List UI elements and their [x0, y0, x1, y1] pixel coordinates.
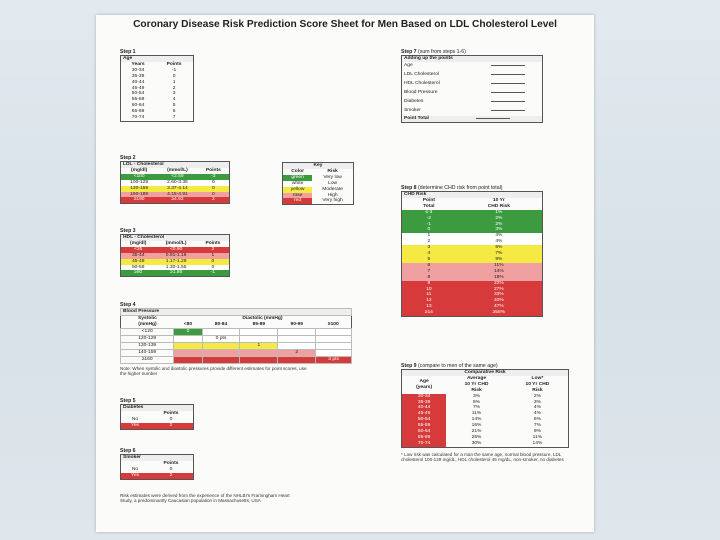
diastolic-col: 85-89 [252, 321, 266, 327]
col-color: Color [291, 168, 304, 174]
sum-item-label: Blood Pressure [404, 90, 438, 96]
step9-section [401, 363, 576, 463]
hdl-mgdl: 35-44 [121, 253, 156, 259]
bp-cell [174, 342, 202, 349]
col-mmol: (mmol/L) [165, 240, 187, 246]
average-risk: 14% [471, 417, 482, 423]
bp-cell [240, 328, 278, 335]
hdl-mmol: ≥1.56 [155, 270, 196, 276]
point-total: 10 [402, 287, 456, 293]
hdl-mgdl: ≥60 [121, 270, 156, 276]
hdl-mgdl: 50-59 [121, 265, 156, 271]
chd-risk: 7% [456, 251, 543, 257]
ldl-mmol: 3.37-4.14 [157, 186, 197, 192]
bp-row [121, 328, 352, 335]
col-points: Points [166, 61, 182, 67]
hdl-mmol: 1.30-1.55 [155, 265, 196, 271]
ldl-points: 0 [198, 186, 230, 192]
bp-row [121, 356, 352, 363]
step7-section [401, 49, 543, 123]
chd-risk: ≥56% [456, 310, 543, 316]
age-range: 30-34 [402, 394, 447, 400]
table-row [121, 115, 194, 121]
point-total: 11 [402, 292, 456, 298]
chd-risk: 1% [456, 210, 543, 216]
col-low [507, 376, 569, 394]
diabetes-table [120, 404, 194, 430]
sum-item-blank [474, 98, 543, 107]
bp-cell [202, 349, 240, 356]
key-risk: Low [328, 180, 338, 186]
point-total: 0 [402, 227, 456, 233]
sum-item-label: Diabetes [404, 99, 424, 105]
average-risk: 5% [472, 399, 481, 405]
sum-item-label: Smoker [404, 108, 421, 114]
age-range: 70-74 [402, 441, 447, 447]
average-risk: 25% [471, 434, 482, 440]
sum-item-blank [474, 89, 543, 98]
score-sheet [96, 15, 594, 532]
low-risk: 11% [532, 434, 543, 440]
footnote: Risk estimates were derived from the experience of the NHLBI's Framingham Heart Study, a predominantly Caucasian population in Massachusetts, USA [120, 493, 290, 504]
col-average [446, 376, 507, 394]
ldl-mmol: <2.59 [157, 174, 197, 180]
col-total: Total [423, 203, 435, 209]
table-row [402, 89, 543, 98]
col-points: Points [163, 460, 179, 466]
bp-cell: 0 [174, 328, 202, 335]
key-table [282, 162, 354, 205]
age-range: 45-49 [402, 411, 447, 417]
bp-cell [174, 356, 202, 363]
key-risk: Moderate [322, 186, 343, 192]
col-points: Points [163, 410, 179, 416]
diastolic-col: <80 [183, 321, 193, 327]
bp-cell [316, 328, 352, 335]
chd-risk: 4% [456, 233, 543, 239]
step2-label: Step 2 [120, 155, 136, 161]
col-avg-l3: Risk [471, 387, 482, 393]
table-row [402, 441, 569, 447]
blank-line [491, 74, 525, 75]
low-risk: 4% [533, 405, 541, 411]
hdl-points: -1 [197, 270, 230, 276]
ldl-table [120, 161, 230, 204]
table-row [402, 62, 543, 71]
point-total-blank [476, 118, 510, 119]
step4-section [120, 302, 352, 377]
table-row [402, 80, 543, 89]
age-table [120, 55, 194, 122]
bp-cell [316, 342, 352, 349]
smoker-status: Yes [121, 473, 150, 479]
systolic-range: 120-129 [121, 335, 174, 342]
point-total: -1 [402, 222, 456, 228]
systolic-range: 140-159 [121, 349, 174, 356]
blank-line [491, 110, 525, 111]
low-risk: 14% [532, 440, 543, 446]
ldl-mgdl: 100-129 [121, 180, 158, 186]
smoker-status: No [131, 466, 139, 472]
key-section [282, 162, 354, 205]
chd-risk: 40% [456, 298, 543, 304]
point-total: 3 [402, 245, 456, 251]
ldl-points: 0 [198, 180, 230, 186]
table-row [121, 197, 230, 203]
hdl-mgdl: 45-49 [121, 259, 156, 265]
smoker-header: Smoker [121, 455, 194, 461]
step1-section [120, 49, 194, 122]
point-total: ≥14 [402, 310, 456, 316]
step9-instruction: (compare to men of the same age) [418, 363, 498, 369]
step9-label: Step 9 [401, 363, 417, 369]
hdl-points: 2 [197, 247, 230, 253]
col-mmol: (mmol/L) [167, 167, 188, 173]
low-risk: 2% [533, 393, 541, 399]
chd-header: CHD Risk [402, 192, 543, 198]
sum-item-blank [474, 71, 543, 80]
step5-label: Step 5 [120, 398, 136, 404]
chd-risk: 2% [456, 222, 543, 228]
age-points: 2 [172, 85, 176, 91]
chd-risk: 14% [456, 269, 543, 275]
ldl-mgdl: 160-189 [121, 192, 158, 198]
age-range: 50-54 [131, 91, 145, 97]
step8-instruction: (determine CHD risk from point total) [418, 185, 503, 191]
table-row [402, 71, 543, 80]
average-risk: 30% [471, 440, 482, 446]
age-range: 55-59 [402, 423, 447, 429]
comparative-header: Comparative Risk [402, 370, 569, 376]
col-chd-risk: CHD Risk [487, 203, 510, 209]
step6-label: Step 6 [120, 448, 136, 454]
hdl-mmol: <0.90 [155, 247, 196, 253]
smoker-table [120, 454, 194, 480]
point-total: 13 [402, 304, 456, 310]
col-risk: Risk [327, 168, 338, 174]
sum-item-label: HDL Cholesterol [404, 81, 440, 87]
age-points: 5 [172, 103, 176, 109]
col-points: Points [205, 240, 221, 246]
key-header: Key [283, 163, 354, 169]
chd-risk: 22% [456, 281, 543, 287]
average-risk: 7% [472, 405, 481, 411]
bp-row [121, 342, 352, 349]
ldl-points: 0 [198, 192, 230, 198]
col-avg-l1: Average [466, 375, 487, 381]
average-risk: 11% [471, 411, 482, 417]
ldl-points: -3 [198, 174, 230, 180]
col-low-l3: Risk [532, 387, 543, 393]
diastolic-col: ≥100 [327, 321, 339, 327]
point-total: 2 [402, 239, 456, 245]
bp-cell [278, 335, 316, 342]
age-range: 35-39 [131, 73, 145, 79]
low-risk: 7% [533, 423, 541, 429]
col-point: Point [422, 197, 435, 203]
point-total: 1 [402, 233, 456, 239]
bp-cell [174, 349, 202, 356]
diastolic-col: 90-99 [290, 321, 303, 327]
col-mgdl: (mg/dl) [130, 167, 148, 173]
systolic-label: Systolic [138, 316, 157, 321]
key-color: red [283, 198, 313, 204]
hdl-mmol: 0.91-1.16 [155, 253, 196, 259]
age-range: 65-69 [402, 435, 447, 441]
bp-cell [202, 342, 240, 349]
step8-label: Step 8 [401, 185, 417, 191]
systolic-range: 130-139 [121, 342, 174, 349]
point-total: 6 [402, 263, 456, 269]
col-age-l1: Age [419, 378, 429, 384]
key-color: yellow [283, 187, 313, 193]
table-row [402, 310, 543, 316]
key-risk: Very low [323, 174, 342, 180]
col-age-l2: (years) [416, 384, 433, 390]
step6-section [120, 448, 194, 480]
point-total: 7 [402, 269, 456, 275]
bp-cell [316, 349, 352, 356]
bp-cell [278, 356, 316, 363]
diabetes-points: 2 [149, 423, 193, 429]
step8-section [401, 185, 543, 317]
table-row [121, 186, 230, 192]
hdl-mmol: 1.17-1.29 [155, 259, 196, 265]
bp-header: Blood Pressure [121, 309, 352, 316]
blank-line [491, 83, 525, 84]
smoker-points: 0 [169, 466, 173, 472]
sheet-title: Coronary Disease Risk Prediction Score Sheet for Men Based on LDL Cholesterol Level [133, 19, 557, 30]
systolic-range: <120 [121, 328, 174, 335]
table-row [402, 107, 543, 116]
chd-risk: 9% [456, 257, 543, 263]
hdl-mgdl: <35 [121, 247, 156, 253]
point-total-label: Point Total [402, 116, 474, 122]
age-points: 6 [172, 109, 176, 115]
point-total: 4 [402, 251, 456, 257]
step7-instruction: (sum from steps 1-6) [418, 49, 466, 55]
bp-cell [240, 349, 278, 356]
chd-risk: 4% [456, 239, 543, 245]
point-total: 8 [402, 275, 456, 281]
point-total: 5 [402, 257, 456, 263]
chd-risk: 18% [456, 275, 543, 281]
age-points: 1 [172, 79, 176, 85]
age-points: 0 [172, 73, 176, 79]
table-row [121, 423, 194, 429]
diabetes-status: No [131, 416, 139, 422]
col-low-l2: 10 Yr CHD [525, 381, 550, 387]
table-row [121, 259, 230, 265]
key-color: white [283, 181, 313, 187]
sum-header: Adding up the points [402, 56, 543, 62]
diabetes-header: Diabetes [121, 405, 194, 411]
key-color: green [283, 175, 313, 181]
blank-line [491, 65, 525, 66]
age-points: 4 [172, 97, 176, 103]
ldl-mgdl: ≥190 [121, 197, 158, 203]
blank-line [491, 92, 525, 93]
hdl-header: HDL - Cholesterol [121, 235, 230, 241]
ldl-mgdl: 130-159 [121, 186, 158, 192]
diabetes-points: 0 [169, 416, 173, 422]
age-header: Age [121, 56, 194, 62]
hdl-points: 0 [197, 265, 230, 271]
low-risk: 4% [533, 411, 541, 417]
ldl-mmol: 4.15-4.91 [157, 192, 197, 198]
hdl-table [120, 234, 230, 277]
table-row [121, 247, 230, 253]
bp-row [121, 349, 352, 356]
sum-item-blank [474, 107, 543, 116]
bp-cell [316, 335, 352, 342]
chd-risk: 27% [456, 287, 543, 293]
bp-table [120, 308, 352, 364]
sum-item-blank [474, 80, 543, 89]
point-total: 9 [402, 281, 456, 287]
average-risk: 16% [471, 423, 482, 429]
comparative-note: * Low risk was calculated for a man the same age, normal blood pressure, LDL cholesterol 100-129 mg/dL, HDL cholesterol 45 mg/dL, non-smoker, no diabetes [401, 451, 564, 463]
average-risk: 21% [471, 429, 482, 435]
col-avg-l2: 10 Yr CHD [464, 381, 489, 387]
bp-row [121, 335, 352, 342]
chd-risk: 33% [456, 292, 543, 298]
bp-cell [202, 328, 240, 335]
diastolic-label: Diastolic (mmHg) [242, 316, 283, 321]
sum-item-label: LDL Cholesterol [404, 72, 439, 78]
diastolic-col: 80-84 [214, 321, 228, 327]
chd-risk-table [401, 191, 543, 317]
ldl-mmol: 2.60-3.36 [157, 180, 197, 186]
table-row [121, 253, 230, 259]
key-risk: High [327, 192, 338, 198]
table-row [121, 180, 230, 186]
bp-cell [202, 356, 240, 363]
age-range: 30-34 [131, 67, 145, 73]
table-row [402, 98, 543, 107]
ldl-header: LDL - Cholesterol [121, 162, 230, 168]
hdl-points: 1 [197, 253, 230, 259]
bp-cell: 0 pts [202, 335, 240, 342]
step4-label: Step 4 [120, 302, 136, 308]
age-range: 55-59 [131, 97, 145, 103]
col-years: Years [131, 61, 145, 67]
step2-section [120, 155, 230, 204]
low-risk: 6% [533, 417, 541, 423]
age-points: 7 [172, 115, 176, 121]
bp-cell [240, 356, 278, 363]
age-range: 45-49 [131, 85, 145, 91]
chd-risk: 2% [456, 216, 543, 222]
low-risk: 9% [533, 429, 541, 435]
age-range: 40-44 [402, 405, 447, 411]
step3-section [120, 228, 230, 277]
step1-label: Step 1 [120, 49, 136, 55]
low-risk: 3% [533, 399, 541, 405]
bp-cell [278, 328, 316, 335]
point-total: -2 [402, 216, 456, 222]
col-10yr: 10 Yr [492, 197, 505, 203]
hdl-points: 0 [197, 259, 230, 265]
key-risk: Very high [322, 198, 343, 204]
table-row [121, 174, 230, 180]
step5-section [120, 398, 194, 430]
bp-cell [240, 335, 278, 342]
age-points: 3 [172, 91, 176, 97]
step7-label: Step 7 [401, 49, 417, 55]
table-row [121, 270, 230, 276]
comparative-risk-table [401, 369, 569, 448]
table-row [283, 198, 354, 204]
bp-cell: 2 [278, 349, 316, 356]
bp-cell: 1 [240, 342, 278, 349]
bp-cell: 3 pts [316, 356, 352, 363]
smoker-points: 2 [149, 473, 193, 479]
sum-item-label: Age [404, 63, 413, 69]
points-sum-table [401, 55, 543, 123]
sum-item-blank [474, 62, 543, 71]
table-row [121, 473, 194, 479]
bp-note: Note: When systolic and diastolic pressures provide different estimates for point scores, use the higher number [120, 365, 307, 377]
age-range: 65-69 [131, 109, 145, 115]
age-range: 40-44 [131, 79, 145, 85]
ldl-mgdl: <100 [121, 174, 158, 180]
ldl-mmol: ≥4.92 [157, 197, 197, 203]
chd-risk: 3% [456, 227, 543, 233]
col-age [402, 376, 447, 394]
key-color: rose [283, 193, 313, 199]
blank-line [491, 101, 525, 102]
diabetes-status: Yes [121, 423, 150, 429]
point-total: 12 [402, 298, 456, 304]
systolic-range: ≥160 [121, 356, 174, 363]
age-range: 50-54 [402, 417, 447, 423]
age-range: 60-64 [402, 429, 447, 435]
col-points: Points [205, 167, 221, 173]
average-risk: 3% [472, 393, 481, 399]
age-range: 70-74 [131, 115, 145, 121]
age-range: 35-39 [402, 400, 447, 406]
age-points: -1 [171, 67, 177, 73]
step3-label: Step 3 [120, 228, 136, 234]
systolic-unit: (mmHg) [138, 321, 157, 327]
bp-cell [278, 342, 316, 349]
chd-risk: 47% [456, 304, 543, 310]
bp-cell [174, 335, 202, 342]
point-total: ≤-3 [402, 210, 456, 216]
age-range: 60-64 [131, 103, 145, 109]
chd-risk: 11% [456, 263, 543, 269]
col-low-l1: Low* [531, 375, 544, 381]
chd-risk: 6% [456, 245, 543, 251]
ldl-points: 2 [198, 197, 230, 203]
col-mgdl: (mg/dl) [130, 240, 147, 246]
